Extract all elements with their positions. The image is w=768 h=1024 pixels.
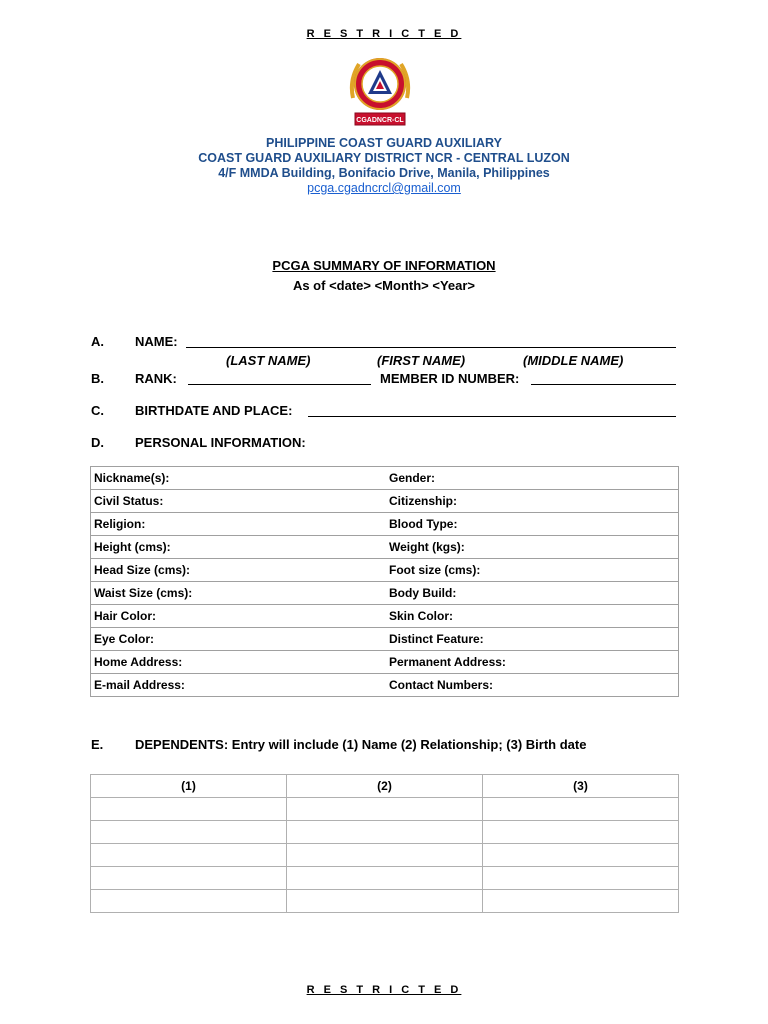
dependent-entry-cell[interactable] [91, 798, 287, 821]
dependent-entry-cell[interactable] [483, 821, 679, 844]
name-input-line[interactable] [186, 347, 676, 348]
table-row [91, 674, 679, 697]
dependent-entry-cell[interactable] [483, 844, 679, 867]
dependent-entry-cell[interactable] [91, 821, 287, 844]
section-e-dependents [91, 737, 586, 752]
table-row [91, 867, 679, 890]
section-label: RANK: [135, 371, 177, 386]
info-field-cell[interactable]: Height (cms): [91, 536, 387, 559]
info-field-cell[interactable]: Weight (kgs): [386, 536, 679, 559]
section-b-rank [91, 371, 177, 386]
dependents-table [90, 774, 679, 913]
info-field-cell[interactable]: Body Build: [386, 582, 679, 605]
section-letter: D. [91, 435, 104, 450]
dependent-entry-cell[interactable] [287, 890, 483, 913]
dependent-entry-cell[interactable] [483, 890, 679, 913]
table-row [91, 536, 679, 559]
org-name: PHILIPPINE COAST GUARD AUXILIARY [266, 136, 502, 150]
dependent-entry-cell[interactable] [483, 798, 679, 821]
info-field-cell[interactable]: Nickname(s): [91, 467, 387, 490]
dependent-entry-cell[interactable] [483, 867, 679, 890]
info-field-cell[interactable]: Civil Status: [91, 490, 387, 513]
table-row [91, 844, 679, 867]
dependent-entry-cell[interactable] [91, 890, 287, 913]
info-field-cell[interactable]: Blood Type: [386, 513, 679, 536]
dependent-entry-cell[interactable] [287, 844, 483, 867]
section-a-name [91, 334, 178, 349]
table-row [91, 890, 679, 913]
info-field-cell[interactable]: Hair Color: [91, 605, 387, 628]
org-email-link[interactable]: pcga.cgadncrcl@gmail.com [307, 181, 461, 195]
dependent-entry-cell[interactable] [91, 867, 287, 890]
section-label: PERSONAL INFORMATION: [135, 435, 306, 450]
as-of-date: As of <date> <Month> <Year> [292, 278, 476, 293]
section-label: NAME: [135, 334, 178, 349]
birthdate-input-line[interactable] [308, 416, 676, 417]
logo-banner-text: CGADNCR-CL [356, 117, 404, 124]
table-row [91, 513, 679, 536]
section-letter: B. [91, 371, 104, 386]
personal-info-table [90, 466, 679, 697]
table-row [91, 651, 679, 674]
info-field-cell[interactable]: E-mail Address: [91, 674, 387, 697]
info-field-cell[interactable]: Gender: [386, 467, 679, 490]
table-row [91, 628, 679, 651]
table-row [91, 798, 679, 821]
info-field-cell[interactable]: Permanent Address: [386, 651, 679, 674]
dependent-entry-cell[interactable] [287, 821, 483, 844]
dependents-header-row [91, 775, 679, 798]
member-id-input-line[interactable] [531, 384, 676, 385]
section-d-personal-info [91, 435, 306, 450]
dependents-column-header: (3) [483, 775, 679, 798]
auxiliary-seal-logo [347, 50, 413, 128]
info-field-cell[interactable]: Head Size (cms): [91, 559, 387, 582]
info-field-cell[interactable]: Waist Size (cms): [91, 582, 387, 605]
district-name: COAST GUARD AUXILIARY DISTRICT NCR - CENTRAL LUZON [198, 151, 570, 165]
info-field-cell[interactable]: Religion: [91, 513, 387, 536]
section-letter: C. [91, 403, 104, 418]
table-row [91, 821, 679, 844]
info-field-cell[interactable]: Foot size (cms): [386, 559, 679, 582]
info-field-cell[interactable]: Skin Color: [386, 605, 679, 628]
rank-input-line[interactable] [188, 384, 371, 385]
info-field-cell[interactable]: Home Address: [91, 651, 387, 674]
section-letter: E. [91, 737, 104, 752]
info-field-cell[interactable]: Citizenship: [386, 490, 679, 513]
first-name-caption: (FIRST NAME) [377, 353, 466, 368]
table-row [91, 605, 679, 628]
member-id-label: MEMBER ID NUMBER: [380, 371, 520, 386]
dependents-column-header: (1) [91, 775, 287, 798]
table-row [91, 559, 679, 582]
restricted-marker-bottom: R E S T R I C T E D [306, 984, 462, 996]
section-label: DEPENDENTS: Entry will include (1) Name (2) Relationship; (3) Birth date [135, 737, 587, 752]
section-letter: A. [91, 334, 104, 349]
table-row [91, 490, 679, 513]
section-label: BIRTHDATE AND PLACE: [135, 403, 293, 418]
last-name-caption: (LAST NAME) [226, 353, 311, 368]
document-title: PCGA SUMMARY OF INFORMATION [272, 258, 496, 273]
middle-name-caption: (MIDDLE NAME) [523, 353, 624, 368]
dependents-column-header: (2) [287, 775, 483, 798]
table-row [91, 467, 679, 490]
restricted-marker-top: R E S T R I C T E D [306, 28, 462, 40]
dependent-entry-cell[interactable] [287, 867, 483, 890]
section-c-birthdate [91, 403, 292, 418]
info-field-cell[interactable]: Distinct Feature: [386, 628, 679, 651]
info-field-cell[interactable]: Eye Color: [91, 628, 387, 651]
dependent-entry-cell[interactable] [91, 844, 287, 867]
dependent-entry-cell[interactable] [287, 798, 483, 821]
org-address: 4/F MMDA Building, Bonifacio Drive, Manila, Philippines [218, 166, 550, 180]
info-field-cell[interactable]: Contact Numbers: [386, 674, 679, 697]
table-row [91, 582, 679, 605]
